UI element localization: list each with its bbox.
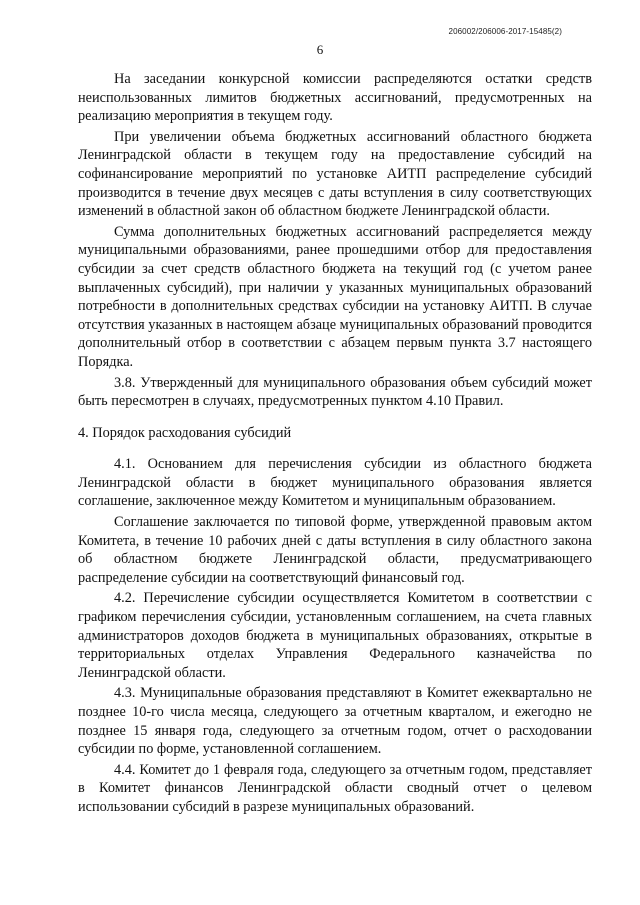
- paragraph-agreement: Соглашение заключается по типовой форме, утвержденной правовым актом Комитета, в течение 10 рабочих дней с даты вступления в силу областного закона об областном бюджете Ленинградской области, предусматривающего распределение субсидии на соответствующий финансовый год.: [78, 514, 592, 586]
- paragraph-additional-allocations: Сумма дополнительных бюджетных ассигнований распределяется между муниципальными образованиями, ранее прошедшими отбор для предоставления субсидии за счет средств областного бюджета на текущий год (с учетом ранее выплаченных субсидий), при наличии у указанных муниципальных образований потребности в дополнительных средствах субсидии на установку АИТП. В случае отсутствия указанных в настоящем абзаце муниципальных образований проводится дополнительный отбор в соответствии с абзацем первым пункта 3.7 настоящего Порядка.: [78, 223, 592, 370]
- paragraph-budget-increase: При увеличении объема бюджетных ассигнований областного бюджета Ленинградской области в текущем году на предоставление субсидий на софинансирование мероприятий по установке АИТП распределение субсидий производится в течение двух месяцев с даты вступления в силу соответствующих изменений в областной закон об областном бюджете Ленинградской области.: [78, 128, 592, 220]
- paragraph-3-8: 3.8. Утвержденный для муниципального образования объем субсидий может быть пересмотрен в случаях, предусмотренных пунктом 4.10 Правил.: [78, 374, 592, 410]
- paragraph-4-4: 4.4. Комитет до 1 февраля года, следующего за отчетным годом, представляет в Комитет финансов Ленинградской области сводный отчет о целевом использовании субсидий в разрезе муниципальных образований.: [78, 761, 592, 815]
- page-number: 6: [316, 42, 324, 57]
- document-number: 206002/206006-2017-15485(2): [448, 27, 562, 36]
- paragraph-remaining-funds: На заседании конкурсной комиссии распределяются остатки средств неиспользованных лимитов бюджетных ассигнований, предусмотренных на реализацию мероприятия в текущем году.: [78, 71, 592, 125]
- paragraph-4-2: 4.2. Перечисление субсидии осуществляется Комитетом в соответствии с графиком перечисления субсидии, установленным соглашением, на счета главных администраторов доходов бюджета в муниципальных образованиях, открытые в территориальных отделах Управления Федерального казначейства по Ленинградской области.: [78, 590, 592, 681]
- paragraph-4-1: 4.1. Основанием для перечисления субсидии из областного бюджета Ленинградской области в бюджет муниципального образования является соглашение, заключенное между Комитетом и муниципальным образованием.: [78, 456, 592, 510]
- section-heading: 4. Порядок расходования субсидий: [78, 424, 292, 441]
- document-body: [78, 70, 592, 819]
- paragraph-4-3: 4.3. Муниципальные образования представляют в Комитет ежеквартально не позднее 10-го числа месяца, следующего за отчетным кварталом, и ежегодно не позднее 15 января года, следующего за отчетным годом, отчет о расходовании субсидии по форме, установленной соглашением.: [78, 685, 592, 758]
